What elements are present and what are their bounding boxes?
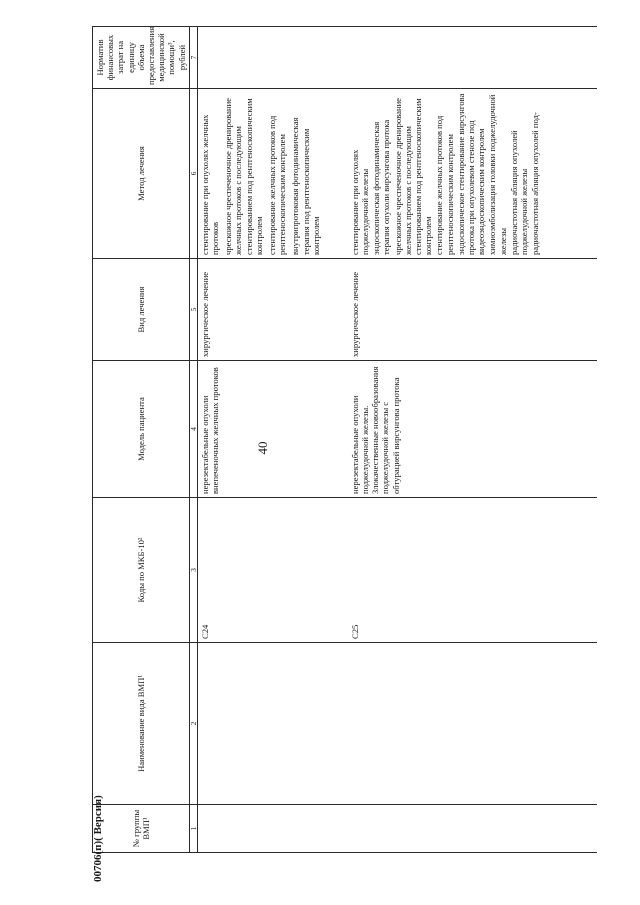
table-header-row [93,27,190,853]
header-patient-model: Модель пациента [93,361,190,498]
header-icd-codes: Коды по МКБ-10² [93,498,190,643]
column-number: 1 [189,805,197,853]
patient-model-block-c24 [200,364,350,494]
method-item: стентирование желчных протоков под рентгеноскопическим контролем [267,115,288,255]
treatment-type-block-c25 [350,262,360,357]
column-number: 7 [189,27,197,89]
method-item: стентирование при опухолях поджелудочной железы [349,149,371,255]
table-body-row [197,27,597,853]
method-item: стентирование желчных протоков под рентгеноскопическим контролем [434,115,455,255]
icd-code: C24 [199,624,210,639]
icd-code: C25 [349,624,360,639]
method-item: внутрипротоковая фотодинамическая терапия под рентгеноскопическим контролем [290,117,321,255]
header-treatment-method: Метод лечения [93,89,190,259]
header-treatment-type: Вид лечения [93,259,190,361]
vmp-table [92,26,597,853]
method-block-c25 [350,92,541,255]
column-number: 3 [189,498,197,643]
icd-block-c24 [200,501,350,639]
column-number: 6 [189,89,197,259]
header-group-number: № группы ВМП¹ [93,805,190,853]
patient-model-text: нерезектабельные опухоли внепеченочных желчных протоков [199,367,221,494]
method-item: стентирование при опухолях желчных протоков [199,114,221,255]
column-number: 5 [189,259,197,361]
method-item: химиоэмболизация головки поджелудочной железы [487,94,508,255]
header-vmp-name: Наименование вида ВМП¹ [93,643,190,805]
treatment-type-text: хирургическое лечение [349,271,360,357]
document-footer-code: 00706(п)( Версия) [92,795,104,882]
method-item: эндоскопическая фотодинамическая терапия опухоли вирсунгова протока [371,119,392,255]
patient-model-block-c25 [350,364,401,494]
group-number-cell [197,805,597,853]
header-cost-standard: Норматив финансовых затрат на единицу объема предоставления медицинской помощи³, рублей [93,27,190,89]
method-item: чрескожное чреспеченочное дренирование желчных протоков с последующим стентированием под рентгеноскопическим контролем [392,98,434,255]
method-block-c24 [200,92,350,255]
page-number: 40 [255,441,270,455]
column-number-row [189,27,197,853]
method-item: эндоскопическое стентирование вирсунгова протока при опухолевом стенозе под видеоэндоскопическим контролем [455,93,487,255]
treatment-type-block-c24 [200,262,350,357]
treatment-method-cell [197,89,597,259]
method-item: чрескожное чреспеченочное дренирование желчных протоков с последующим стентированием под рентгеноскопическим контролем [223,98,264,255]
column-number: 2 [189,643,197,805]
patient-model-text: нерезектабельные опухоли поджелудочной железы. Злокачественные новообразования поджелудочной железы с обтурацией вирсунгова протока [349,366,401,494]
vmp-name-cell [197,643,597,805]
patient-model-cell [197,361,597,498]
method-item: радиочастотная абляция опухолей поджелудочной железы [508,130,530,255]
treatment-type-cell [197,259,597,361]
treatment-type-text: хирургическое лечение [199,271,210,357]
method-item: радиочастотная абляция опухолей под- [530,112,541,255]
column-number: 4 [189,361,197,498]
icd-codes-cell [197,498,597,643]
icd-block-c25 [350,501,360,639]
cost-standard-cell [197,27,597,89]
